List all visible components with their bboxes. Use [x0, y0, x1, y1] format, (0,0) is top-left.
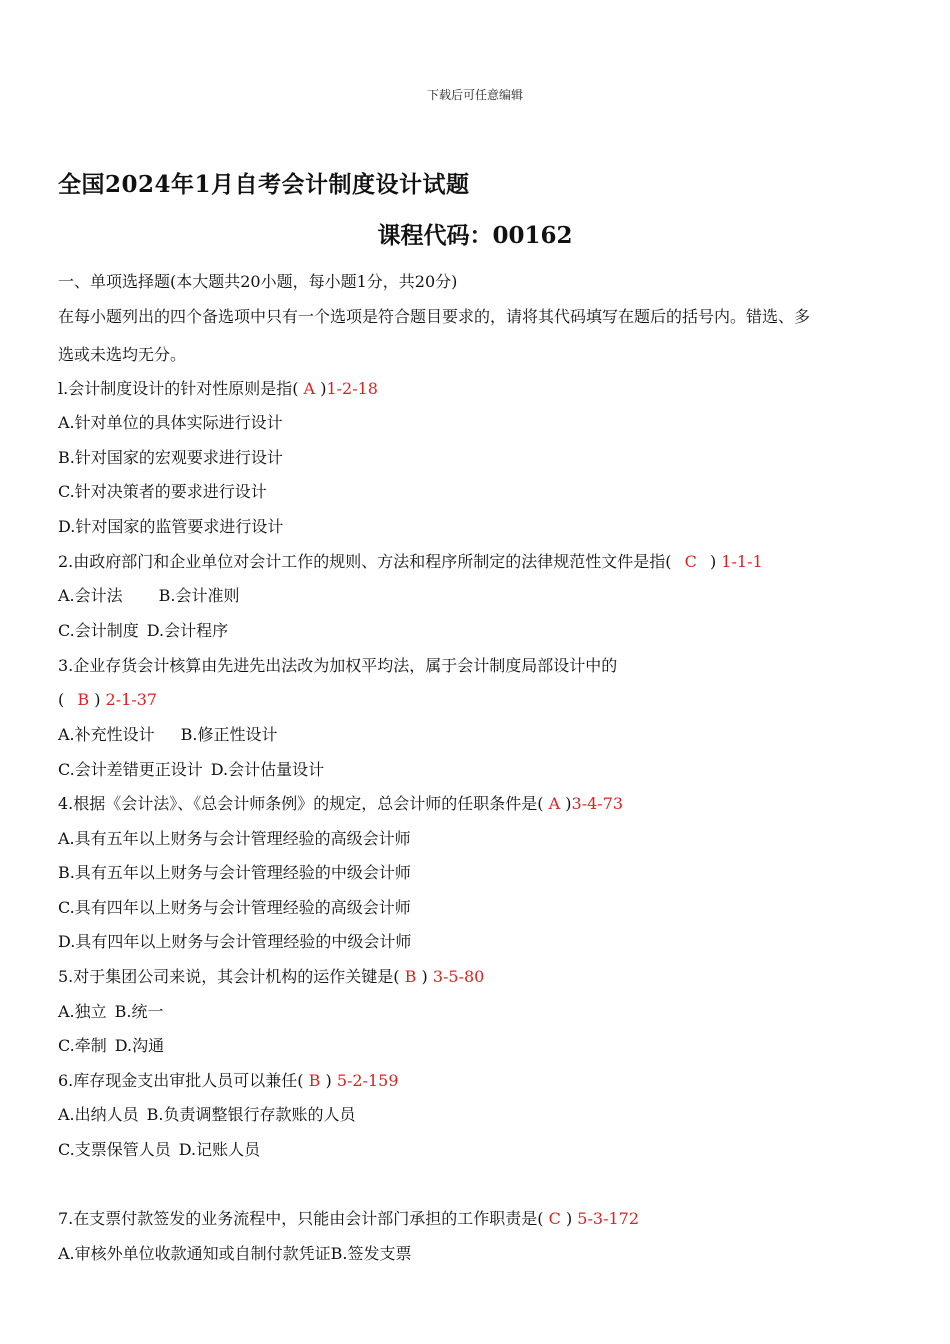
question-stem: 6.库存现金支出审批人员可以兼任(: [58, 1071, 304, 1090]
option: D.会计程序: [146, 621, 229, 640]
option: D.沟通: [114, 1036, 165, 1055]
question-open: (: [58, 690, 65, 709]
question-7: [58, 1209, 639, 1229]
question-ref: 1-2-18: [326, 379, 378, 398]
option: B.统一: [114, 1002, 164, 1021]
question-close: ): [565, 1209, 573, 1228]
option-row: [58, 725, 278, 745]
question-stem: 5.对于集团公司来说，其会计机构的运作关键是(: [58, 967, 400, 986]
section-heading: 一、单项选择题(本大题共20小题，每小题1分，共20分): [58, 272, 458, 291]
question-1: [58, 379, 378, 399]
question-ref: 5-2-159: [336, 1071, 399, 1090]
question-stem: 2.由政府部门和企业单位对会计工作的规则、方法和程序所制定的法律规范性文件是指(: [58, 552, 672, 571]
option: A.审核外单位收款通知或自制付款凭证: [58, 1244, 331, 1263]
question-ref: 3-4-73: [571, 794, 624, 813]
question-3-answer: [58, 690, 157, 710]
question-ref: 3-5-80: [432, 967, 485, 986]
option: A.针对单位的具体实际进行设计: [58, 413, 283, 432]
answer: C: [684, 552, 697, 571]
question-4: [58, 794, 623, 814]
option-row: [58, 586, 240, 606]
option-row: [58, 1244, 412, 1264]
option: B.针对国家的宏观要求进行设计: [58, 448, 283, 467]
header-note: 下载后可任意编辑: [426, 88, 523, 102]
answer: B: [77, 690, 90, 709]
option-row: [58, 1036, 164, 1056]
question-stem: 4.根据《会计法》、《总会计师条例》的规定，总会计师的任职条件是(: [58, 794, 544, 813]
instruction-line-2: 选或未选均无分。: [58, 345, 187, 364]
option: B.签发支票: [330, 1244, 412, 1263]
question-6: [58, 1071, 399, 1091]
option: A.具有五年以上财务与会计管理经验的高级会计师: [58, 829, 411, 848]
option: C.牵制: [58, 1036, 107, 1055]
option: A.补充性设计: [58, 725, 155, 744]
answer: B: [404, 967, 417, 986]
option-row: [58, 1140, 260, 1160]
option: B.修正性设计: [180, 725, 278, 744]
option: C.具有四年以上财务与会计管理经验的高级会计师: [58, 898, 411, 917]
instruction-line-1: 在每小题列出的四个备选项中只有一个选项是符合题目要求的，请将其代码填写在题后的括号内。错选、多: [58, 307, 811, 326]
question-close: ): [320, 379, 327, 398]
question-2: [58, 552, 763, 572]
option-row: [58, 621, 228, 641]
question-stem: 7.在支票付款签发的业务流程中，只能由会计部门承担的工作职责是(: [58, 1209, 544, 1228]
option-row: [58, 760, 324, 780]
question-ref: 1-1-1: [721, 552, 763, 571]
answer: B: [308, 1071, 321, 1090]
option-row: [58, 1002, 164, 1022]
option: B.负责调整银行存款账的人员: [146, 1105, 356, 1124]
answer: A: [303, 379, 316, 398]
question-close: ): [565, 794, 572, 813]
question-stem: l.会计制度设计的针对性原则是指(: [58, 379, 299, 398]
option: D.会计估量设计: [210, 760, 325, 779]
option: B.会计准则: [158, 586, 240, 605]
question-close: ): [709, 552, 717, 571]
option: C.会计差错更正设计: [58, 760, 203, 779]
option: A.会计法: [58, 586, 123, 605]
question-ref: 5-3-172: [577, 1209, 640, 1228]
option-row: [58, 1105, 356, 1125]
option: A.出纳人员: [58, 1105, 139, 1124]
option: A.独立: [58, 1002, 107, 1021]
course-code: 课程代码：00162: [377, 222, 573, 249]
question-close: ): [94, 690, 101, 709]
option: C.支票保管人员: [58, 1140, 171, 1159]
question-5: [58, 967, 484, 987]
question-3: 3.企业存货会计核算由先进先出法改为加权平均法，属于会计制度局部设计中的: [58, 656, 618, 675]
question-close: ): [421, 967, 428, 986]
option: C.会计制度: [58, 621, 139, 640]
option: D.记账人员: [178, 1140, 261, 1159]
option: D.具有四年以上财务与会计管理经验的中级会计师: [58, 932, 412, 951]
option: C.针对决策者的要求进行设计: [58, 482, 267, 501]
option: B.具有五年以上财务与会计管理经验的中级会计师: [58, 863, 411, 882]
question-close: ): [325, 1071, 332, 1090]
option: D.针对国家的监管要求进行设计: [58, 517, 284, 536]
page-title: 全国2024年1月自考会计制度设计试题: [58, 171, 470, 198]
question-ref: 2-1-37: [105, 690, 158, 709]
answer: A: [548, 794, 561, 813]
answer: C: [548, 1209, 561, 1228]
